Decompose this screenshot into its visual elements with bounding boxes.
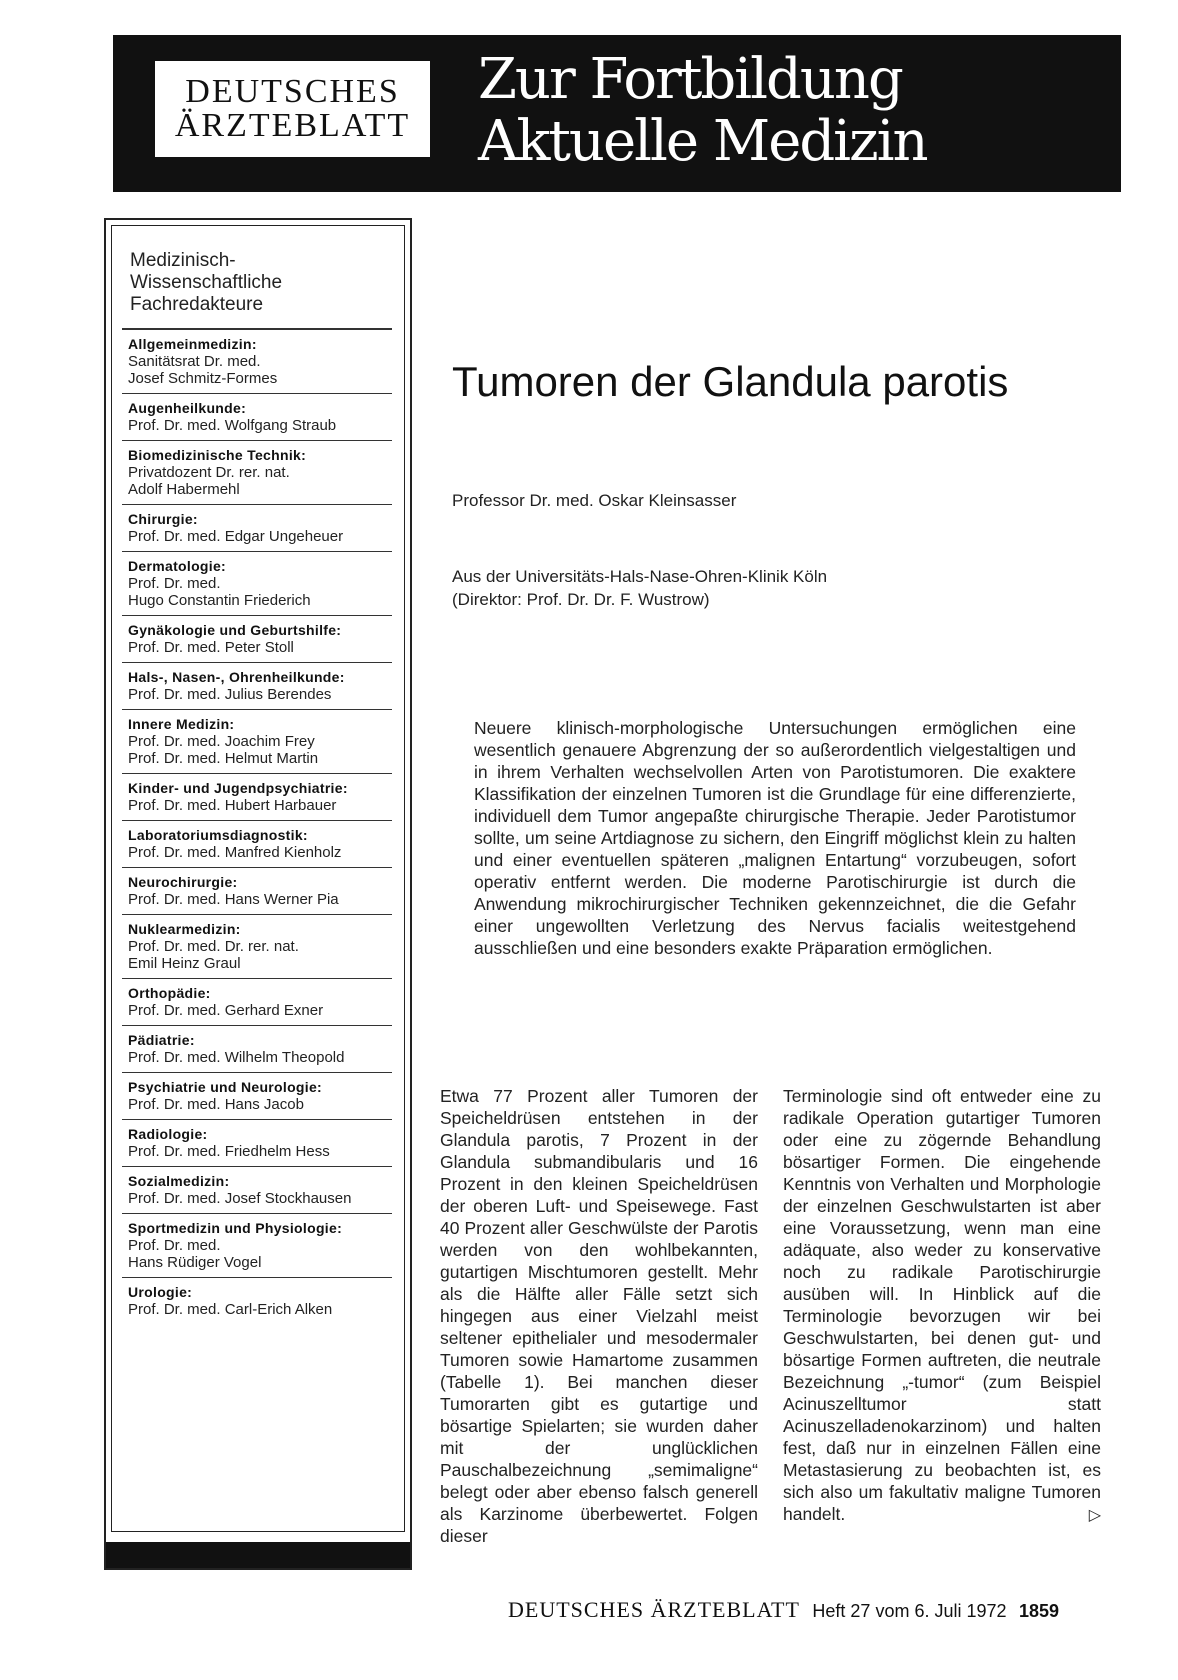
page-number: 1859 [1018,1601,1060,1621]
department-name: Radiologie: [128,1126,208,1142]
department-name: Sozialmedizin: [128,1173,230,1189]
department-name: Hals-, Nasen-, Ohrenheilkunde: [128,669,345,685]
editor-name: Prof. Dr. med. Wilhelm Theopold [128,1049,345,1066]
editor-entry [122,820,392,867]
department-name: Urologie: [128,1284,193,1300]
editor-entry [122,1119,392,1166]
editor-entry [122,662,392,709]
department-name: Orthopädie: [128,985,211,1001]
editor-entry [122,504,392,551]
editor-name: Prof. Dr. med. Dr. rer. nat. [128,938,299,955]
article-title: Tumoren der Glandula parotis [452,358,1009,405]
editor-entry [122,914,392,978]
department-name: Kinder- und Jugendpsychiatrie: [128,780,348,796]
editor-name: Prof. Dr. med. Carl-Erich Alken [128,1301,333,1318]
editor-entry [122,709,392,773]
editor-entry [122,1277,392,1324]
editor-name: Privatdozent Dr. rer. nat. [128,464,290,481]
department-name: Neurochirurgie: [128,874,238,890]
editor-name: Sanitätsrat Dr. med. [128,353,261,370]
department-name: Innere Medizin: [128,716,235,732]
section-title [478,49,927,173]
department-name: Augenheilkunde: [128,400,247,416]
editors-sidebar [104,218,412,1570]
editor-name: Prof. Dr. med. Edgar Ungeheuer [128,528,344,545]
editor-name: Josef Schmitz-Formes [128,370,278,387]
article-abstract: Neuere klinisch-morphologische Untersuchungen ermöglichen eine wesentlich genauere Abgrenzung der so außerordentlich vielgestaltigen und in ihrem Verhalten wechselvollen Arten von Parotistumoren. Die exaktere Klassifikation der einzelnen Tumoren ist die Grundlage für eine differenzierte, individuell dem Tumor angepaßte chirurgische Therapie. Jeder Parotistumor sollte, um seine Artdiagnose zu sichern, den Eingriff möglichst klein zu halten und einer eventuellen späteren „malignen Entartung“ vorzubeugen, sofort operativ entfernt werden. Die moderne Parotischirurgie ist durch die Anwendung mikrochirurgischer Techniken gekennzeichnet, die die Gefahr einer ungewollten Verletzung des Nervus facialis weitestgehend ausschließen und eine besonders exakte Präparation ermöglichen. [474,718,1076,958]
editor-entry [122,393,392,440]
editor-name: Prof. Dr. med. Hans Jacob [128,1096,304,1113]
editor-name: Prof. Dr. med. Hans Werner Pia [128,891,339,908]
department-name: Gynäkologie und Geburtshilfe: [128,622,342,638]
department-name: Laboratoriumsdiagnostik: [128,827,308,843]
editor-name: Prof. Dr. med. Gerhard Exner [128,1002,324,1019]
editor-name: Prof. Dr. med. Hubert Harbauer [128,797,337,814]
body-column-right-text: Terminologie sind oft entweder eine zu radikale Operation gutartiger Tumoren oder eine zu zögernde Behandlung bösartiger Formen. Die eingehende Kenntnis von Verhalten und Morphologie der einzelnen Geschwulstarten ist aber eine Voraussetzung, wenn man eine adäquate, also weder zu konservative noch zu radikale Parotischirurgie ausüben will. In Hinblick auf die Terminologie bevorzugen wir bei Geschwulstarten, bei denen gut- und bösartige Formen auftreten, die neutrale Bezeichnung „-tumor“ (zum Beispiel Acinuszelltumor statt Acinuszelladenokarzinom) und halten fest, daß nur in einzelnen Fällen eine Metastasierung zu beobachten ist, es sich also um fakultativ maligne Tumoren handelt. [783,1086,1101,1524]
editor-entry [122,1213,392,1277]
continue-arrow-icon: ▷ [1088,1507,1101,1524]
body-column-right [783,1085,1101,1527]
editor-name: Adolf Habermehl [128,481,240,498]
logo-line: DEUTSCHES [185,73,400,110]
footer-journal-name: DEUTSCHES ÄRZTEBLATT [508,1597,800,1622]
editor-entry [122,867,392,914]
editor-entry [122,978,392,1025]
department-name: Nuklearmedizin: [128,921,241,937]
sidebar-heading-line: Wissenschaftliche [130,272,283,293]
editor-name: Emil Heinz Graul [128,955,241,972]
department-name: Psychiatrie und Neurologie: [128,1079,323,1095]
article-author: Professor Dr. med. Oskar Kleinsasser [452,491,737,510]
editor-name: Prof. Dr. med. Peter Stoll [128,639,294,656]
section-title-line: Zur Fortbildung [478,47,902,112]
editor-name: Prof. Dr. med. Josef Stockhausen [128,1190,352,1207]
editor-entry [122,1025,392,1072]
department-name: Pädiatrie: [128,1032,195,1048]
editor-name: Hans Rüdiger Vogel [128,1254,262,1271]
department-name: Dermatologie: [128,558,227,574]
footer-issue: Heft 27 vom 6. Juli 1972 [812,1601,1007,1621]
article-affiliation [452,565,827,611]
editor-entry [122,773,392,820]
editor-name: Prof. Dr. med. [128,1237,221,1254]
editor-name: Prof. Dr. med. Manfred Kienholz [128,844,342,861]
sidebar-heading-line: Fachredakteure [130,294,264,315]
editor-entry [122,1166,392,1213]
affiliation-line: Aus der Universitäts-Hals-Nase-Ohren-Klinik Köln [452,567,828,586]
header-banner [113,35,1121,192]
editor-entry [122,1072,392,1119]
sidebar-heading [130,250,282,316]
page-footer [508,1597,1059,1623]
sidebar-heading-line: Medizinisch- [130,250,236,271]
editor-entry [122,615,392,662]
affiliation-line: (Direktor: Prof. Dr. Dr. F. Wustrow) [452,590,710,609]
editor-name: Prof. Dr. med. Friedhelm Hess [128,1143,330,1160]
editor-entry [122,328,392,393]
editor-name: Prof. Dr. med. Helmut Martin [128,750,319,767]
editor-name: Prof. Dr. med. Wolfgang Straub [128,417,337,434]
sidebar-bottom-bar [106,1542,410,1568]
editor-entry [122,440,392,504]
editor-name: Prof. Dr. med. Joachim Frey [128,733,315,750]
logo-line: ÄRZTEBLATT [174,107,411,144]
department-name: Sportmedizin und Physiologie: [128,1220,343,1236]
department-name: Chirurgie: [128,511,198,527]
journal-logo [153,59,432,159]
editor-name: Prof. Dr. med. Julius Berendes [128,686,332,703]
editor-name: Prof. Dr. med. [128,575,221,592]
department-name: Biomedizinische Technik: [128,447,307,463]
body-column-left: Etwa 77 Prozent aller Tumoren der Speicheldrüsen entstehen in der Glandula parotis, 7 Prozent in der Glandula submandibularis und 16 Prozent in den kleinen Speicheldrüsen der oberen Luft- und Speisewege. Fast 40 Prozent aller Geschwülste der Parotis werden von den wohlbekannten, gutartigen Mischtumoren gestellt. Mehr als die Hälfte aller Fälle setzt sich hingegen aus einer Vielzahl meist seltener epithelialer und mesodermaler Tumoren sowie Hamartome zusammen (Tabelle 1). Bei manchen dieser Tumorarten gibt es gutartige und bösartige Spielarten; sie wurden daher mit der unglücklichen Pauschalbezeichnung „semimaligne“ belegt oder aber ebenso falsch generell als Karzinome überbewertet. Folgen dieser [440,1086,758,1546]
section-title-line: Aktuelle Medizin [478,109,927,174]
editors-list [122,328,392,1324]
department-name: Allgemeinmedizin: [128,336,257,352]
editor-entry [122,551,392,615]
editor-name: Hugo Constantin Friederich [128,592,311,609]
